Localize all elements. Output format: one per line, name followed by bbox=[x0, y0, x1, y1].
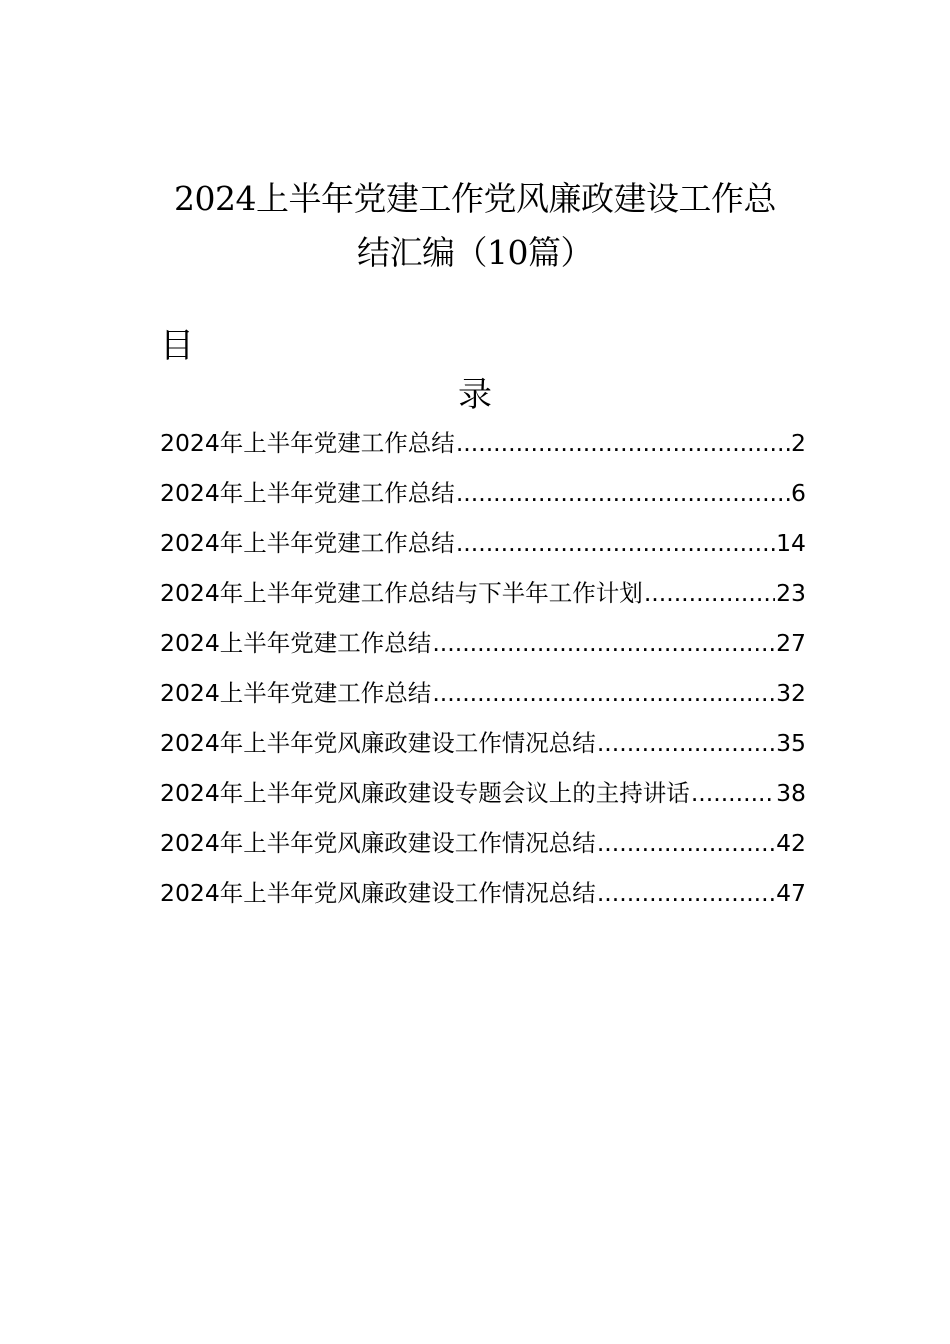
toc-heading-part-2: 录 bbox=[458, 375, 492, 415]
toc-dot-leader bbox=[456, 418, 790, 468]
toc-entry[interactable] bbox=[160, 868, 806, 918]
toc-dot-leader bbox=[644, 568, 775, 618]
toc-entry-page: 38 bbox=[776, 779, 806, 807]
table-of-contents bbox=[160, 418, 806, 918]
toc-entry-page: 27 bbox=[776, 629, 806, 657]
toc-heading-part-1: 目 bbox=[160, 326, 194, 366]
toc-entry-page: 23 bbox=[776, 579, 806, 607]
toc-entry-page: 14 bbox=[776, 529, 806, 557]
toc-entry-page: 6 bbox=[791, 479, 806, 507]
toc-entry-title: 2024上半年党建工作总结 bbox=[160, 679, 432, 707]
toc-entry[interactable] bbox=[160, 618, 806, 668]
toc-entry-page: 32 bbox=[776, 679, 806, 707]
toc-entry[interactable] bbox=[160, 418, 806, 468]
toc-entry-page: 35 bbox=[776, 729, 806, 757]
toc-entry-title: 2024年上半年党风廉政建设工作情况总结 bbox=[160, 829, 596, 857]
toc-entry-page: 2 bbox=[791, 429, 806, 457]
toc-dot-leader bbox=[432, 668, 775, 718]
toc-entry[interactable] bbox=[160, 668, 806, 718]
document-title bbox=[150, 172, 800, 280]
toc-dot-leader bbox=[597, 868, 775, 918]
toc-entry[interactable] bbox=[160, 718, 806, 768]
toc-entry[interactable] bbox=[160, 818, 806, 868]
toc-dot-leader bbox=[597, 818, 775, 868]
toc-entry-title: 2024年上半年党建工作总结 bbox=[160, 429, 455, 457]
toc-entry-title: 2024年上半年党建工作总结 bbox=[160, 479, 455, 507]
toc-dot-leader bbox=[456, 518, 775, 568]
toc-dot-leader bbox=[432, 618, 775, 668]
title-line-1: 2024上半年党建工作党风廉政建设工作总 bbox=[174, 179, 776, 218]
toc-dot-leader bbox=[597, 718, 775, 768]
toc-entry-title: 2024年上半年党建工作总结与下半年工作计划 bbox=[160, 579, 643, 607]
toc-entry[interactable] bbox=[160, 768, 806, 818]
toc-entry-title: 2024年上半年党风廉政建设专题会议上的主持讲话 bbox=[160, 779, 690, 807]
toc-entry-title: 2024上半年党建工作总结 bbox=[160, 629, 432, 657]
toc-entry-title: 2024年上半年党风廉政建设工作情况总结 bbox=[160, 729, 596, 757]
toc-entry[interactable] bbox=[160, 518, 806, 568]
toc-entry-title: 2024年上半年党风廉政建设工作情况总结 bbox=[160, 879, 596, 907]
toc-entry-page: 47 bbox=[776, 879, 806, 907]
toc-entry-title: 2024年上半年党建工作总结 bbox=[160, 529, 455, 557]
toc-dot-leader bbox=[691, 768, 775, 818]
toc-entry-page: 42 bbox=[776, 829, 806, 857]
title-line-2: 结汇编（10篇） bbox=[357, 233, 593, 272]
toc-dot-leader bbox=[456, 468, 790, 518]
toc-entry[interactable] bbox=[160, 468, 806, 518]
toc-entry[interactable] bbox=[160, 568, 806, 618]
